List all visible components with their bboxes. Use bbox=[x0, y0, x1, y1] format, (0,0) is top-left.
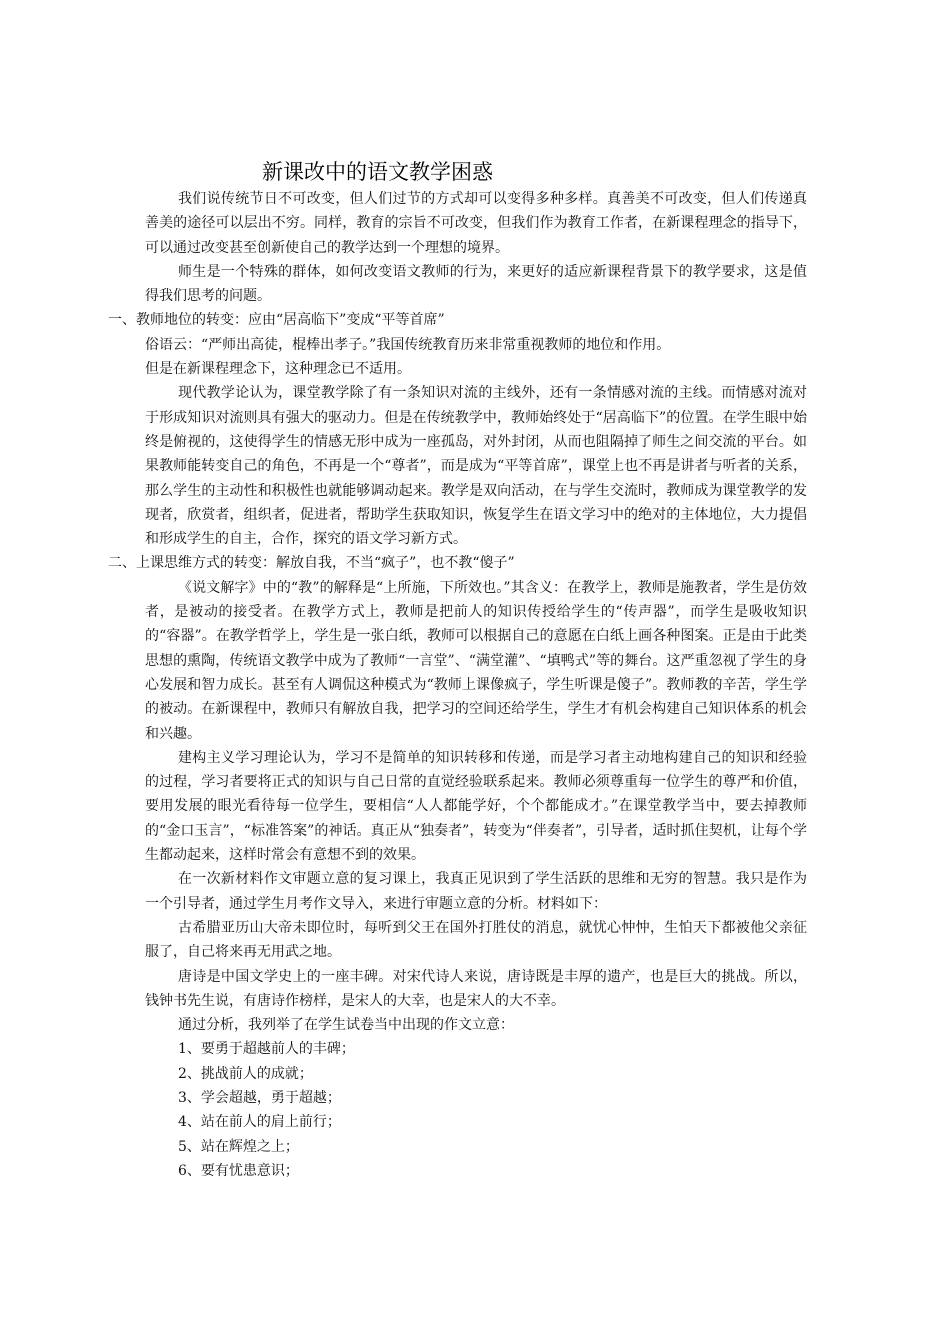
list-item: 5、站在辉煌之上； bbox=[178, 1138, 299, 1155]
paragraph-analysis: 通过分析，我列举了在学生试卷当中出现的作文立意： bbox=[178, 1017, 514, 1034]
list-item: 3、学会超越，勇于超越； bbox=[178, 1089, 341, 1106]
paragraph-shuowen: 《说文解字》中的“教”的解释是“上所施，下所效也。”其含义：在教学上，教师是施教者，学生是仿效者，是被动的接受者。在教学方式上，教师是把前人的知识传授给学生的“传声器”，而学生是吸收知识的“容器”。在教学哲学上，学生是一张白纸，教师可以根据自己的意愿在白纸上画各种图案。正是由于此类思想的熏陶，传统语文教学中成为了教师“一言堂”、“满堂灌”、“填鸭式”等的舞台。这严重忽视了学生的身心发展和智力成长。甚至有人调侃这种模式为“教师上课像疯子，学生听课是傻子”。教师教的辛苦，学生学的被动。在新课程中，教师只有解放自我，把学习的空间还给学生，学生才有机会构建自己知识体系的机会和兴趣。 bbox=[145, 579, 807, 742]
list-item: 1、要勇于超越前人的丰碑； bbox=[178, 1041, 355, 1058]
paragraph-intro: 我们说传统节日不可改变，但人们过节的方式却可以变得多种多样。真善美不可改变，但人们传递真善美的途径可以层出不穷。同样，教育的宗旨不可改变，但我们作为教育工作者，在新课程理念的指导下，可以通过改变甚至创新使自己的教学达到一个理想的境界。 bbox=[145, 191, 807, 256]
list-item: 6、要有忧患意识； bbox=[178, 1162, 299, 1179]
section-heading-1: 一、教师地位的转变：应由“居高临下”变成“平等首席” bbox=[108, 312, 445, 329]
section-heading-2: 二、上课思维方式的转变：解放自我，不当“疯子”，也不教“傻子” bbox=[108, 555, 515, 572]
paragraph-material-alexander: 古希腊亚历山大帝未即位时，每听到父王在国外打胜仗的消息，就忧心忡忡，生怕天下都被他父亲征服了，自己将来再无用武之地。 bbox=[145, 919, 807, 961]
paragraph-proverb: 俗语云：“严师出高徒，棍棒出孝子。”我国传统教育历来非常重视教师的地位和作用。 bbox=[145, 336, 671, 353]
paragraph-material-tang-poetry: 唐诗是中国文学史上的一座丰碑。对宋代诗人来说，唐诗既是丰厚的遗产，也是巨大的挑战。所以，钱钟书先生说，有唐诗作榜样，是宋人的大幸，也是宋人的大不幸。 bbox=[145, 968, 807, 1009]
paragraph-constructivism: 建构主义学习理论认为，学习不是简单的知识转移和传递，而是学习者主动地构建自己的知识和经验的过程，学习者要将正式的知识与自己日常的直觉经验联系起来。教师必须尊重每一位学生的尊严和价值，要用发展的眼光看待每一位学生，要相信“人人都能学好，个个都能成才。”在课堂教学当中，要去掉教师的“金口玉言”，“标准答案”的神话。真正从“独奏者”，转变为“伴奏者”，引导者，适时抓住契机，让每个学生都动起来，这样时常会有意想不到的效果。 bbox=[145, 749, 807, 864]
list-item: 4、站在前人的肩上前行； bbox=[178, 1114, 341, 1131]
document-title: 新课改中的语文教学困惑 bbox=[262, 160, 493, 184]
document-body bbox=[108, 187, 807, 1183]
list-item: 2、挑战前人的成就； bbox=[178, 1065, 313, 1082]
paragraph-modern-teaching: 现代教学论认为，课堂教学除了有一条知识对流的主线外，还有一条情感对流的主线。而情感对流对于形成知识对流则具有强大的驱动力。但是在传统教学中，教师始终处于“居高临下”的位置。在学生眼中始终是俯视的，这使得学生的情感无形中成为一座孤岛，对外封闭，从而也阻隔掉了师生之间交流的平台。如果教师能转变自己的角色，不再是一个“尊者”，而是成为“平等首席”，课堂上也不再是讲者与听者的关系，那么学生的主动性和积极性也就能够调动起来。教学是双向活动，在与学生交流时，教师成为课堂教学的发现者，欣赏者，组织者，促进者，帮助学生获取知识，恢复学生在语文学习中的绝对的主体地位，大力提倡和形成学生的自主，合作，探究的语文学习新方式。 bbox=[145, 385, 807, 548]
paragraph-review-class: 在一次新材料作文审题立意的复习课上，我真正见识到了学生活跃的思维和无穷的智慧。我只是作为一个引导者，通过学生月考作文导入，来进行审题立意的分析。材料如下： bbox=[145, 871, 807, 912]
paragraph-not-applicable: 但是在新课程理念下，这种理念已不适用。 bbox=[145, 361, 411, 378]
paragraph-teachers-students: 师生是一个特殊的群体，如何改变语文教师的行为，来更好的适应新课程背景下的教学要求，这是值得我们思考的问题。 bbox=[145, 263, 807, 305]
